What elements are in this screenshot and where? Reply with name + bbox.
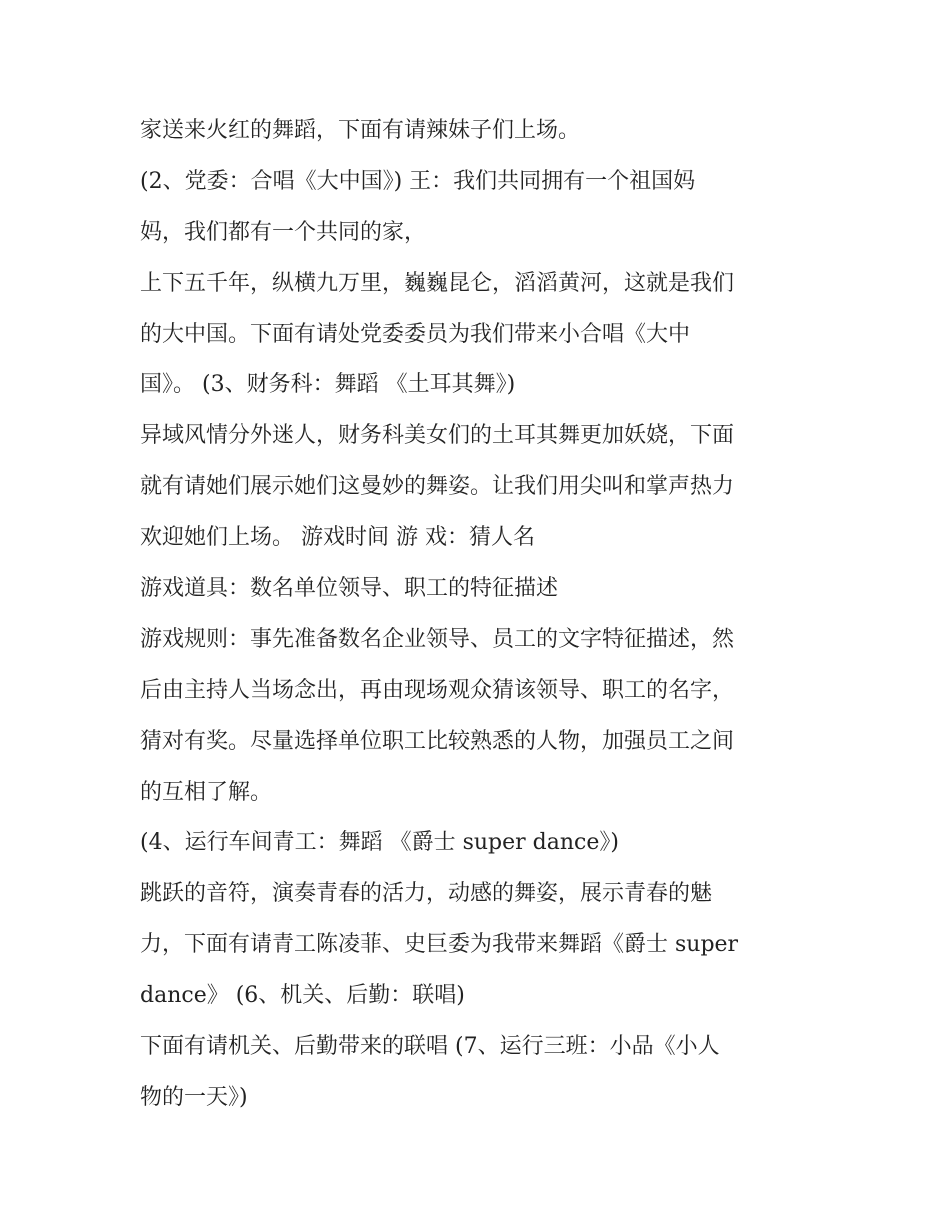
text-line: 上下五千年，纵横九万里，巍巍昆仑，滔滔黄河，这就是我们 [140, 270, 735, 296]
text-line: dance》 (6、机关、后勤：联唱) [140, 983, 465, 1009]
text-line: 游戏规则：事先准备数名企业领导、员工的文字特征描述，然 [140, 626, 735, 652]
text-line: 家送来火红的舞蹈，下面有请辣妹子们上场。 [140, 118, 581, 143]
text-line: 游戏道具：数名单位领导、职工的特征描述 [140, 576, 559, 602]
text-line: 就有请她们展示她们这曼妙的舞姿。让我们用尖叫和掌声热力 [140, 474, 735, 500]
text-line: 妈，我们都有一个共同的家， [140, 219, 427, 245]
text-line: (4、运行车间青工：舞蹈 《爵士 super dance》) [140, 830, 619, 856]
document-body [140, 106, 820, 1124]
text-line: 后由主持人当场念出，再由现场观众猜该领导、职工的名字， [140, 677, 735, 703]
text-line: 的互相了解。 [140, 779, 273, 805]
text-line: 异域风情分外迷人，财务科美女们的土耳其舞更加妖娆，下面 [140, 423, 735, 449]
text-line: 物的一天》) [140, 1084, 248, 1110]
text-line: 国》。 (3、财务科：舞蹈 《土耳其舞》) [140, 372, 516, 398]
text-line: 欢迎她们上场。 游戏时间 游 戏：猜人名 [140, 525, 535, 551]
text-line: 跳跃的音符，演奏青春的活力，动感的舞姿，展示青春的魅 [140, 881, 713, 907]
text-line: 下面有请机关、后勤带来的联唱 (7、运行三班：小品《小人 [140, 1034, 720, 1060]
text-line: (2、党委：合唱《大中国》) 王：我们共同拥有一个祖国妈 [140, 168, 696, 194]
text-line: 猜对有奖。尽量选择单位职工比较熟悉的人物，加强员工之间 [140, 728, 735, 754]
text-line: 力，下面有请青工陈凌菲、史巨委为我带来舞蹈《爵士 super [140, 932, 739, 958]
text-line: 的大中国。下面有请处党委委员为我们带来小合唱《大中 [140, 321, 691, 347]
